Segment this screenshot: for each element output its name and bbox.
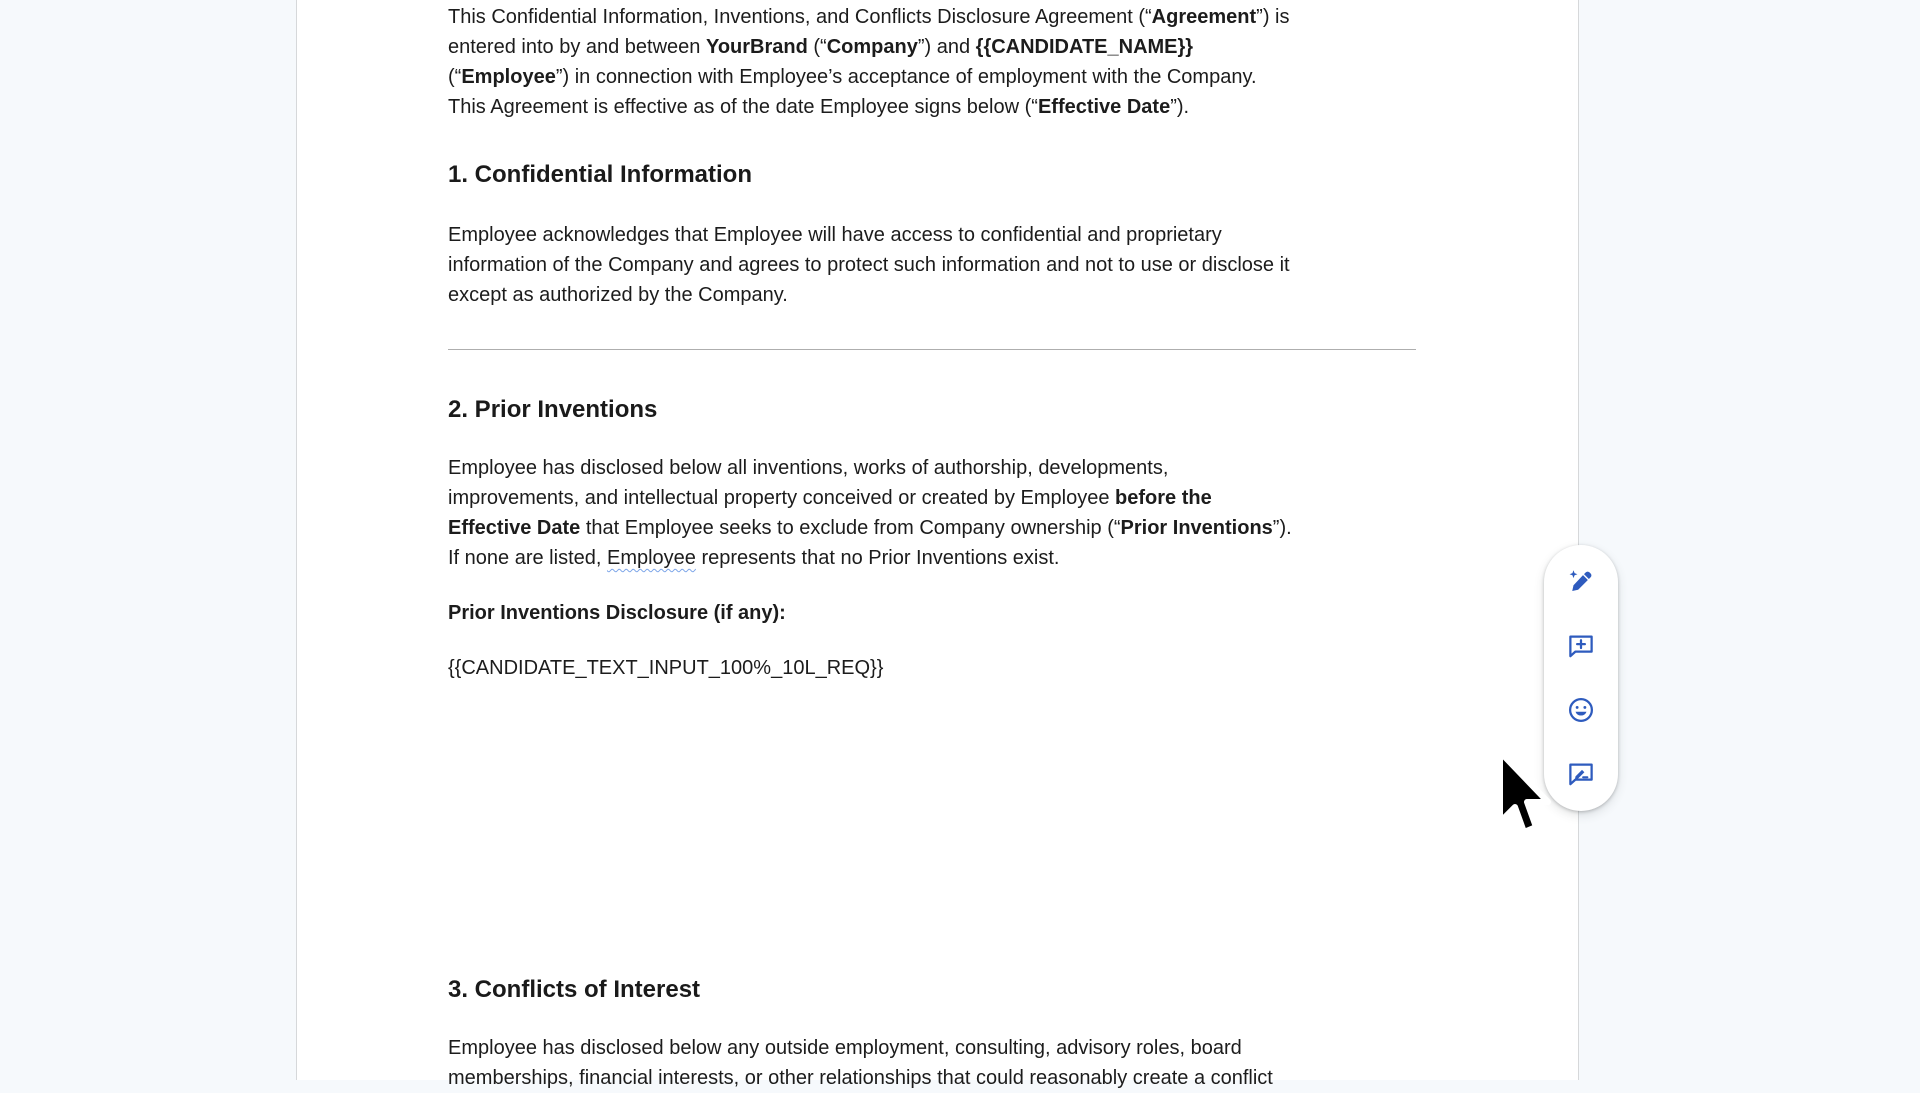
add-comment-button[interactable] [1553, 618, 1609, 674]
document-content [297, 0, 1578, 1093]
emoji-reaction-button[interactable] [1553, 682, 1609, 738]
section-2-paragraph[interactable]: Employee has disclosed below all inventions, works of authorship, developments, improvements, and intellectual property conceived or created by Employee before the Effective Date that Employee seeks to exclude from Company ownership (“Prior Inventions”). If none are listed, Employee represents that no Prior Inventions exist. [448, 457, 1292, 569]
section-1-paragraph[interactable]: Employee acknowledges that Employee will have access to confidential and proprietary information of the Company and agrees to protect such information and not to use or disclose it except as authorized by the Company. [448, 224, 1290, 306]
section-1-heading[interactable]: 1. Confidential Information [448, 161, 752, 188]
section-divider [448, 349, 1416, 350]
emoji-smile-icon [1566, 695, 1596, 725]
section-3-heading[interactable]: 3. Conflicts of Interest [448, 976, 701, 1003]
pen-in-bubble-icon [1566, 759, 1596, 789]
document-page[interactable] [296, 0, 1579, 1089]
section-3-paragraph[interactable]: Employee has disclosed below any outside employment, consulting, advisory roles, board memberships, financial interests, or other relationships that could reasonably create a conflict [448, 1037, 1273, 1089]
sparkle-pen-icon [1566, 567, 1596, 597]
add-comment-icon [1566, 631, 1596, 661]
intro-paragraph[interactable]: This Confidential Information, Inventions, and Conflicts Disclosure Agreement (“Agreement”) is entered into by and between YourBrand (“Company”) and {{CANDIDATE_NAME}} (“Employee”) in connection with Employee’s acceptance of employment with the Company. This Agreement is effective as of the date Employee signs below (“Effective Date”). [448, 6, 1290, 118]
section-2-heading[interactable]: 2. Prior Inventions [448, 396, 658, 423]
suggest-edits-button[interactable] [1553, 746, 1609, 802]
help-me-write-button[interactable] [1553, 554, 1609, 610]
margin-action-toolbar [1544, 545, 1618, 811]
candidate-text-input-token[interactable]: {{CANDIDATE_TEXT_INPUT_100%_10L_REQ}} [448, 657, 884, 679]
prior-inventions-disclosure-label[interactable]: Prior Inventions Disclosure (if any): [448, 602, 786, 624]
